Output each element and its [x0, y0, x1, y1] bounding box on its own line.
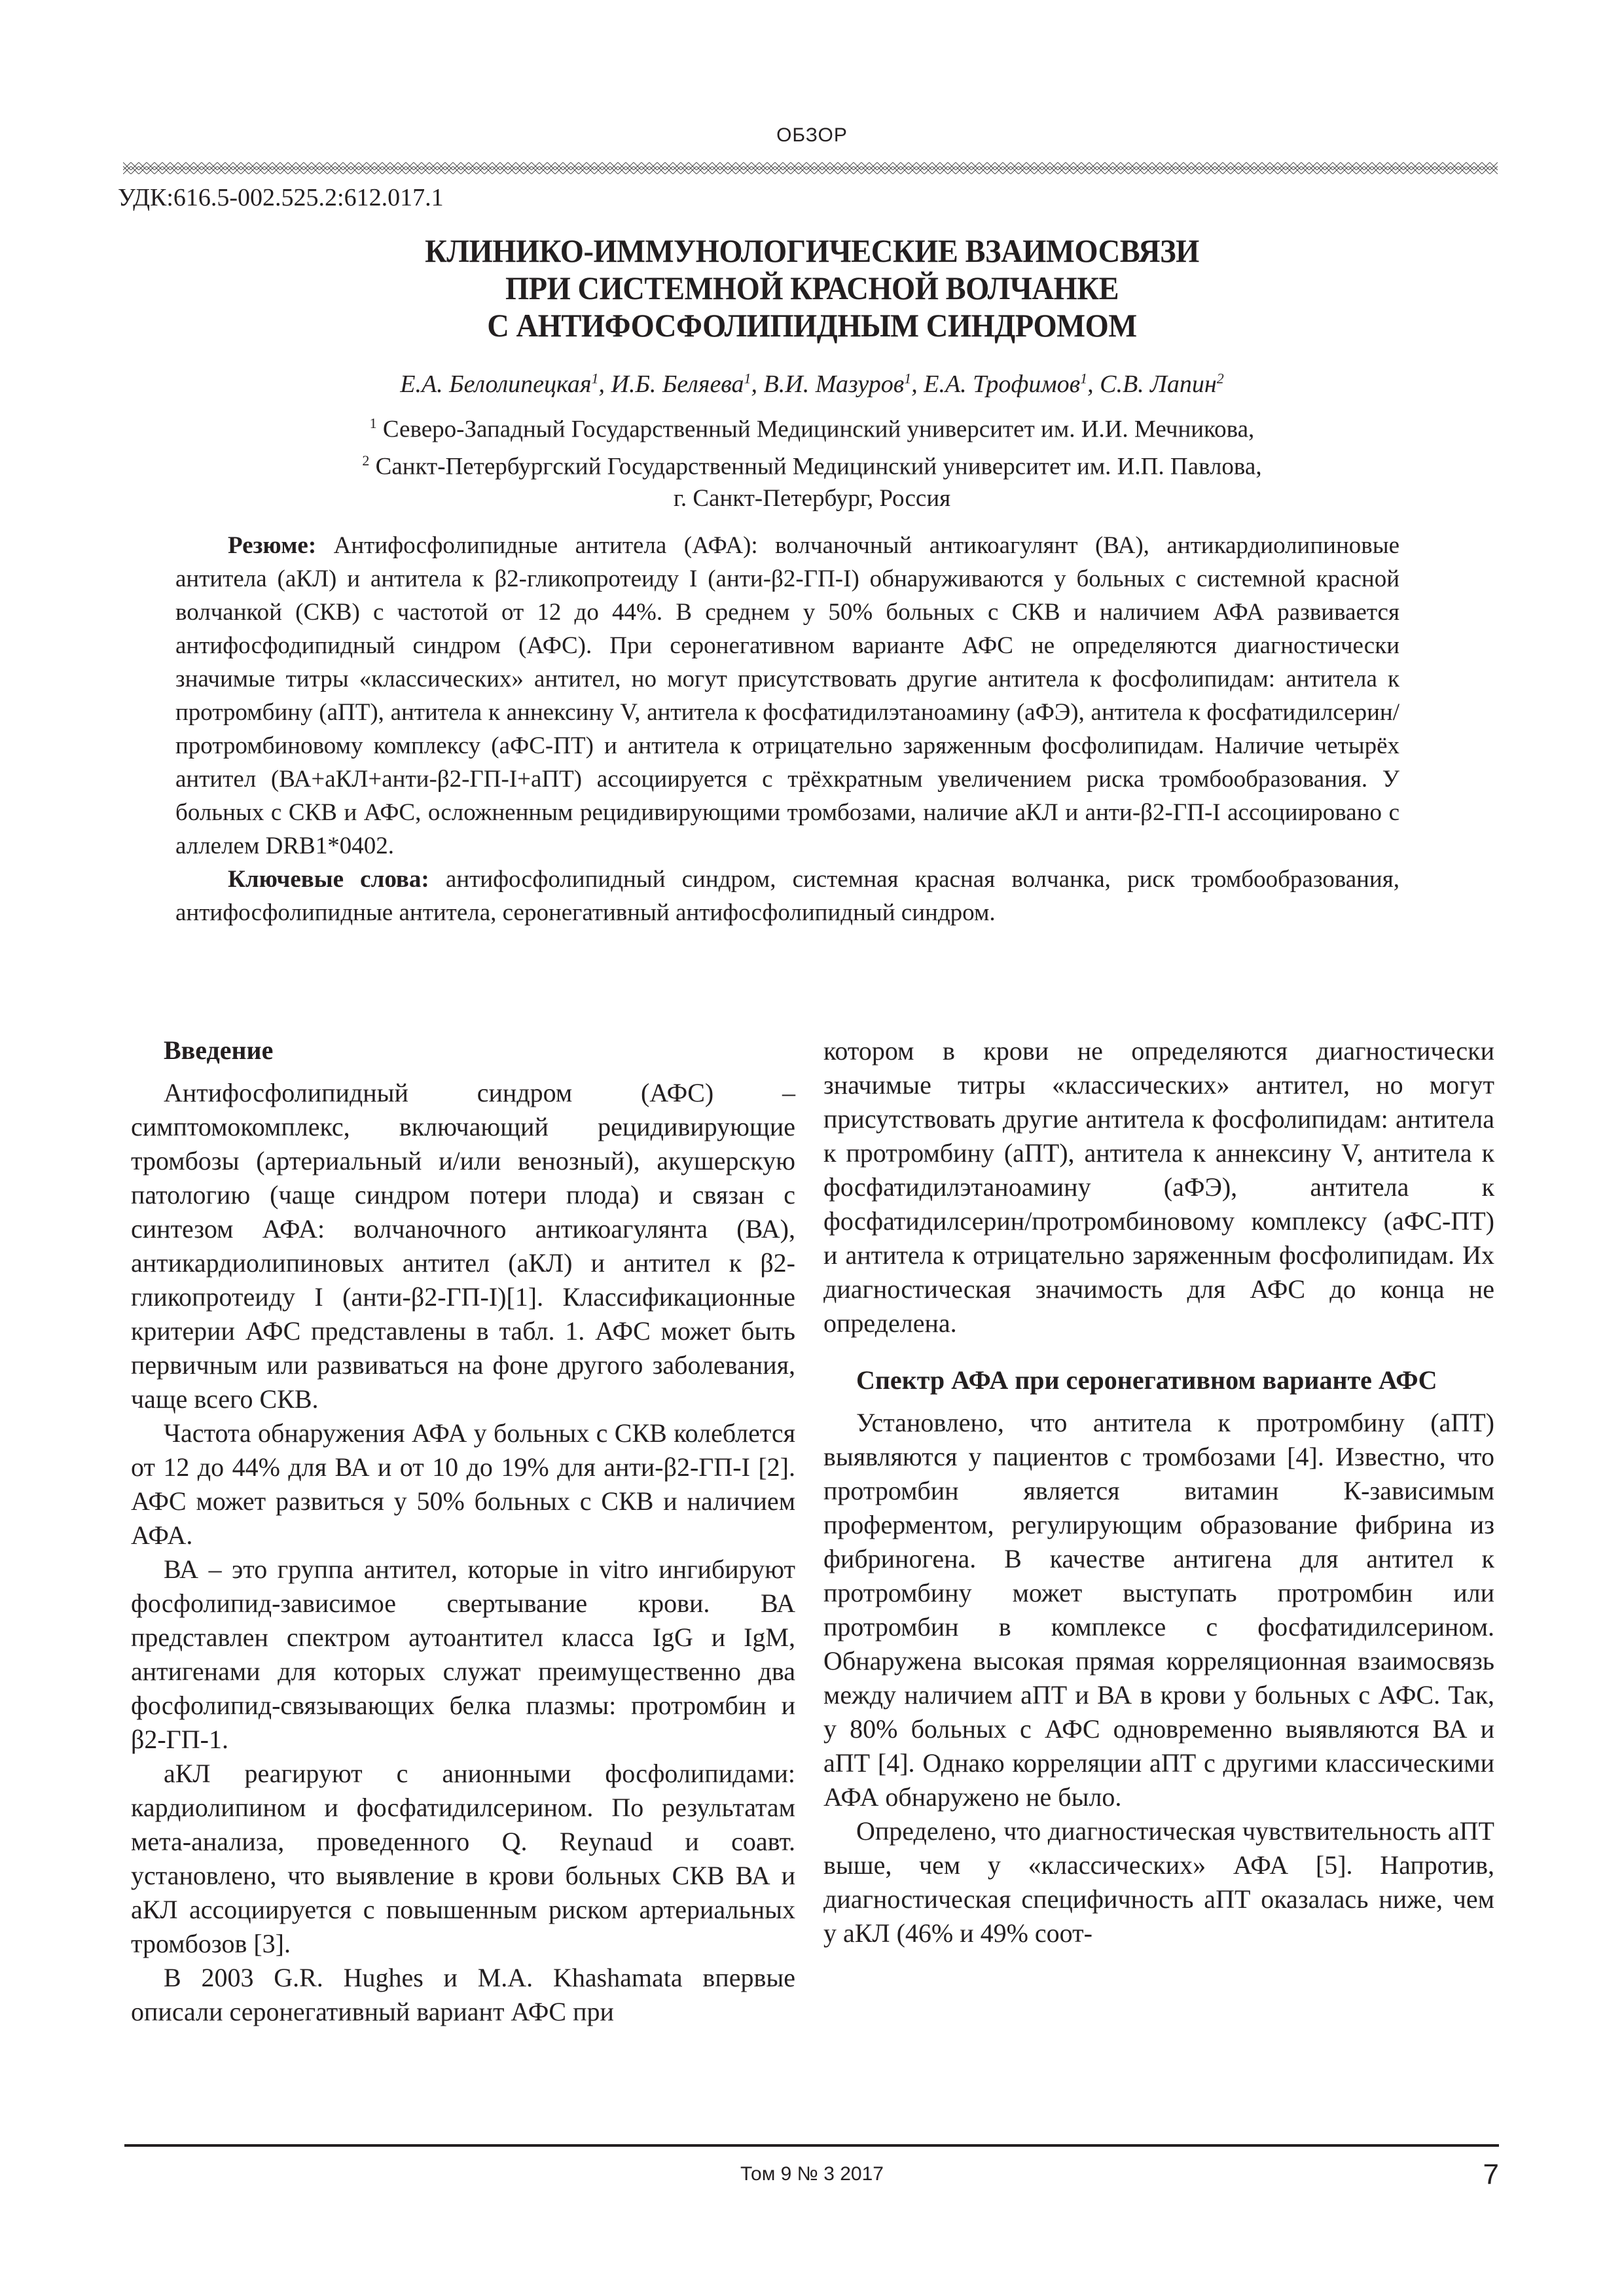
author-name: В.И. Мазуров: [763, 370, 905, 398]
abstract-block: [175, 529, 1399, 929]
affiliation-number: 1: [369, 415, 377, 431]
body-paragraph: Установлено, что антитела к протромбину (аПТ) выявляются у пациентов с тромбозами [4]. Известно, что протромбин является витамин К-зависимым проферментом, регулирующим образование фибрина из фибриногена. В качестве антигена для антител к протромбину может выступать протромбин или протромбин в комплексе с фосфатидилсерином. Обнаружена высокая прямая корреляционная взаимосвязь между наличием аПТ и ВА в крови у больных с АФС. Так, у 80% больных с АФС одновременно выявляются ВА и аПТ [4]. Однако корреляции аПТ с другими классическими АФА обнаружено не было.: [823, 1408, 1494, 1812]
body-paragraph: Частота обнаружения АФА у больных с СКВ колеблется от 12 до 44% для ВА и от 10 до 19% для анти-β2-ГП-I [2]. АФС может развиться у 50% больных с СКВ и наличием АФА.: [131, 1418, 795, 1550]
author-name: Е.А. Трофимов: [924, 370, 1081, 398]
author-name: Е.А. Белолипецкая: [400, 370, 592, 398]
abstract-label: Резюме:: [228, 532, 317, 559]
article-title: [0, 232, 1624, 344]
affiliation-text: г. Санкт-Петербург, Россия: [673, 484, 951, 512]
body-paragraph: В 2003 G.R. Hughes и M.A. Khashamata впервые описали серонегативный вариант АФС при: [131, 1963, 795, 2026]
keywords-text: антифосфолипидный синдром, системная красная волчанка, риск тромбообразования, антифосфолипидные антитела, серонегативный антифосфолипидный синдром.: [175, 866, 1399, 926]
body-paragraph-continuation: котором в крови не определяются диагностически значимые титры «классических» антител, но могут присутствовать другие антитела к фосфолипидам: антитела к протромбину (аПТ), антитела к аннексину V, антитела к фосфатидилэтаноамину (аФЭ), антитела к фосфатидилсерин/протромбиновому комплексу (аФС-ПТ) и антитела к отрицательно заряженным фосфолипидам. Их диагностическая значимость для АФС до конца не определена.: [823, 1036, 1494, 1338]
affiliation-text: Северо-Западный Государственный Медицинский университет им. И.И. Мечникова,: [382, 416, 1255, 443]
affiliation-item: [0, 408, 1624, 445]
abstract-text: Антифосфолипидные антитела (АФА): волчаночный антикоагулянт (ВА), антикардиолипиновые антитела (аКЛ) и антитела к β2-гликопротеиду I (анти-β2-ГП-I) обнаруживаются у больных с системной красной волчанкой (СКВ) с частотой от 12 до 44%. В среднем у 50% больных с СКВ и наличием АФА развивается антифосфодипидный синдром (АФС). При серонегативном варианте АФС не определяются диагностически значимые титры «классических» антител, но могут присутствовать другие антитела к фосфолипидам: антитела к протромбину (аПТ), антитела к аннексину V, антитела к фосфатидилэтаноамину (аФЭ), антитела к фосфатидилсерин/протромбиновому комплексу (аФС-ПТ) и антитела к отрицательно заряженным фосфолипидам. Наличие четырёх антител (ВА+аКЛ+анти-β2-ГП-I+аПТ) ассоциируется с трёхкратным увеличением риска тромбообразования. У больных с СКВ и АФС, осложненным рецидивирующими тромбозами, наличие аКЛ и анти-β2-ГП-I ассоциировано с аллелем DRB1*0402.: [175, 532, 1400, 859]
title-line: КЛИНИКО-ИММУНОЛОГИЧЕСКИЕ ВЗАИМОСВЯЗИ: [425, 232, 1199, 269]
journal-issue: Том 9 № 3 2017: [740, 2163, 884, 2185]
author-affiliation-mark: 1: [904, 370, 912, 387]
author-name: С.В. Лапин: [1100, 370, 1217, 398]
affiliation-item: [0, 445, 1624, 482]
body-paragraph: аКЛ реагируют с анионными фосфолипидами: кардиолипином и фосфатидилсерином. По результатам мета-анализа, проведенного Q. Reynaud и соавт. установлено, что выявление в крови больных СКВ ВА и аКЛ ассоциируется с повышенным риском артериальных тромбозов [3].: [131, 1759, 795, 1958]
footer-divider: [124, 2144, 1499, 2147]
body-column-right: [823, 1034, 1494, 1950]
author-list: Е.А. Белолипецкая$^1$, И.Б. Беляева$^1$, В.И. Мазуров$^1$, Е.А. Трофимов$^1$, С.В. Лапин$^2$: [400, 370, 1224, 398]
keywords-label: Ключевые слова:: [228, 866, 429, 893]
section-heading-apl-spectrum: Спектр АФА при серонегативном варианте АФС: [856, 1365, 1437, 1395]
affiliation-number: 2: [362, 452, 370, 469]
abstract-paragraph: [175, 529, 1399, 863]
decorative-diamond-rule: [123, 160, 1498, 173]
title-line: С АНТИФОСФОЛИПИДНЫМ СИНДРОМОМ: [487, 307, 1137, 344]
page-number: 7: [1483, 2159, 1499, 2191]
affiliation-list: [0, 408, 1624, 514]
body-column-left: [131, 1034, 795, 2029]
body-paragraph: Антифосфолипидный синдром (АФС) – симптомокомплекс, включающий рецидивирующие тромбозы (артериальный и/или венозный), акушерскую патологию (чаще синдром потери плода) и связан с синтезом АФА: волчаночного антикоагулянта (ВА), антикардиолипиновых антител (аКЛ) и антител к β2-гликопротеиду I (анти-β2-ГП-I)[1]. Классификационные критерии АФС представлены в табл. 1. АФС может быть первичным или развиваться на фоне другого заболевания, чаще всего СКВ.: [131, 1078, 795, 1414]
author-affiliation-mark: 1: [591, 370, 599, 387]
author-affiliation-mark: 1: [1080, 370, 1088, 387]
keywords-paragraph: [175, 863, 1399, 929]
udc-code: УДК:616.5-002.525.2:612.017.1: [118, 184, 444, 211]
author-affiliation-mark: 2: [1216, 370, 1224, 387]
author-name: И.Б. Беляева: [611, 370, 744, 398]
body-paragraph: Определено, что диагностическая чувствительность аПТ выше, чем у «классических» АФА [5]. Напротив, диагностическая специфичность аПТ оказалась ниже, чем у аКЛ (46% и 49% соот-: [823, 1816, 1494, 1948]
affiliation-item: [0, 483, 1624, 514]
running-header-section: ОБЗОР: [776, 124, 848, 146]
section-heading-introduction: Введение: [164, 1035, 274, 1065]
body-paragraph: ВА – это группа антител, которые in vitro ингибируют фосфолипид-зависимое свертывание крови. ВА представлен спектром аутоантител класса IgG и IgM, антигенами для которых служат преимущественно два фосфолипид-связывающих белка плазмы: протромбин и β2-ГП-1.: [131, 1554, 795, 1754]
affiliation-text: Санкт-Петербургский Государственный Медицинский университет им. И.П. Павлова,: [375, 453, 1262, 480]
title-line: ПРИ СИСТЕМНОЙ КРАСНОЙ ВОЛЧАНКЕ: [505, 270, 1119, 306]
author-affiliation-mark: 1: [744, 370, 751, 387]
